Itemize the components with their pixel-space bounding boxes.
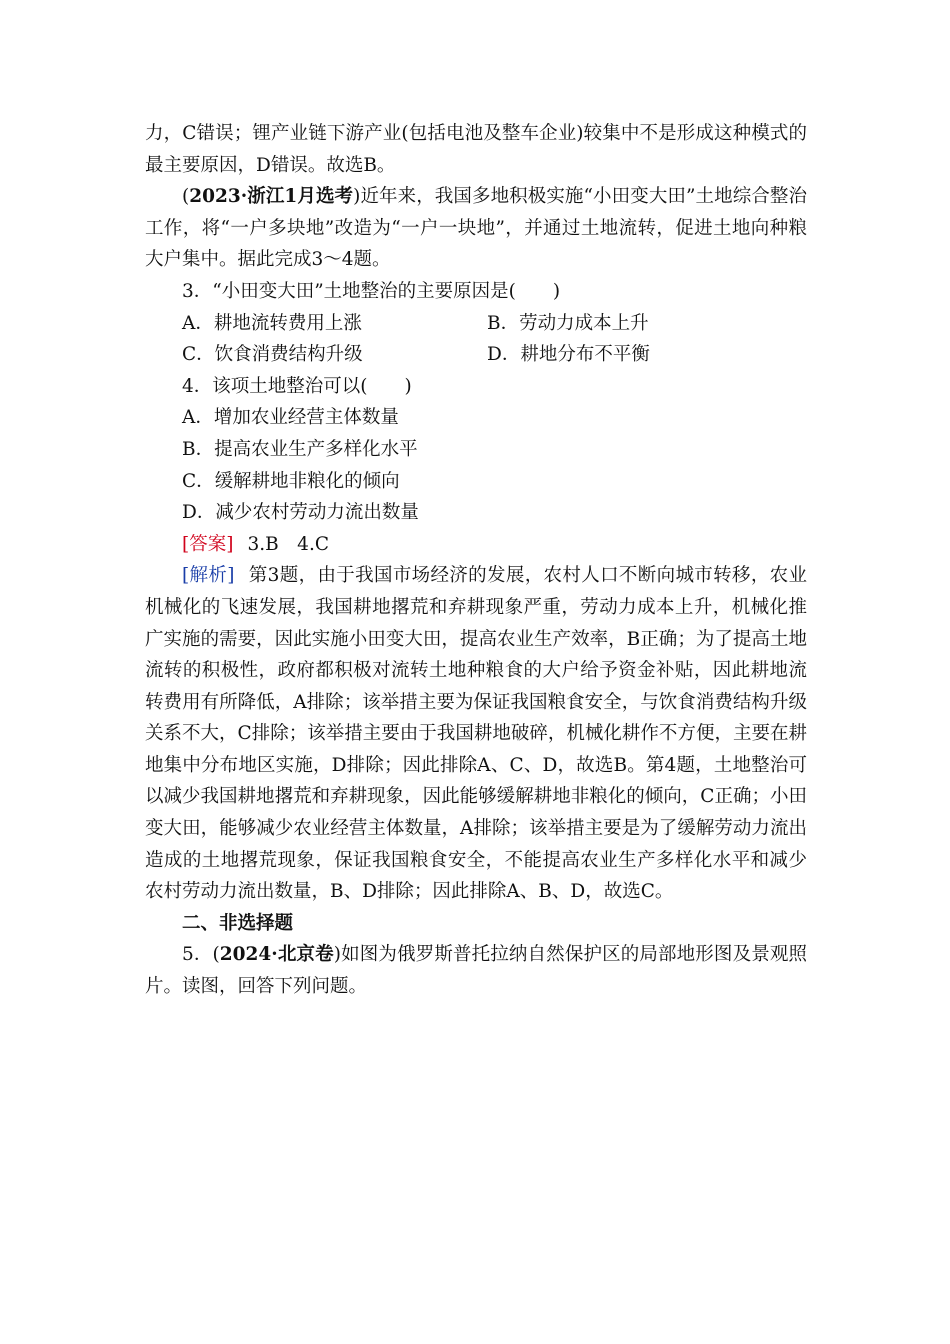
question-5-stem xyxy=(145,939,807,1002)
question-3-option-a: A．耕地流转费用上涨 xyxy=(182,312,362,334)
question-5-number: 5．( xyxy=(182,944,220,966)
question-4-stem: 4．该项土地整治可以( ) xyxy=(182,375,412,397)
analysis-text: 第3题，由于我国市场经济的发展，农村人口不断向城市转移，农业机械化的飞速发展，我国耕地撂荒和弃耕现象严重，劳动力成本上升，机械化推广实施的需要，因此实施小田变大田，提高农业生产效率，B正确；为了提高土地流转的积极性，政府都积极对流转土地种粮食的大户给予资金补贴，因此耕地流转费用有所降低，A排除；该举措主要为保证我国粮食安全，与饮食消费结构升级关系不大，C排除；该举措主要由于我国耕地破碎，机械化耕作不方便，主要在耕地集中分布地区实施，D排除；因此排除A、C、D，故选B。第4题，土地整治可以减少我国耕地撂荒和弃耕现象，因此能够缓解耕地非粮化的倾向，C正确；小田变大田，能够减少农业经营主体数量，A排除；该举措主要是为了缓解劳动力流出造成的土地撂荒现象，保证我国粮食安全，不能提高农业生产多样化水平和减少农村劳动力流出数量，B、D排除；因此排除A、B、D，故选C。 xyxy=(145,565,807,903)
document-content xyxy=(145,118,807,1003)
answer-text: 3.B 4.C xyxy=(247,533,329,555)
section-title: 二、非选择题 xyxy=(182,912,294,934)
question-4-option-a: A．增加农业经营主体数量 xyxy=(182,407,399,429)
question-3-option-b: B．劳动力成本上升 xyxy=(487,312,649,334)
answer-label: [答案] xyxy=(182,533,234,555)
paragraph-previous-analysis-end: 力，C错误；锂产业链下游产业(包括电池及整车企业)较集中不是形成这种模式的最主要原因，D错误。故选B。 xyxy=(145,123,807,176)
analysis-paragraph xyxy=(145,560,807,908)
paren-open: ( xyxy=(182,186,190,208)
question-5-text: )如图为俄罗斯普托拉纳自然保护区的局部地形图及景观照片。读图，回答下列问题。 xyxy=(145,944,807,998)
paragraph-material-intro xyxy=(145,181,807,276)
question-3-stem: 3．“小田变大田”土地整治的主要原因是( ) xyxy=(182,280,561,302)
question-source: 2023·浙江1月选考 xyxy=(189,186,354,208)
question-3-option-d: D．耕地分布不平衡 xyxy=(487,344,650,366)
answer-line xyxy=(145,529,807,561)
question-3-option-c: C．饮食消费结构升级 xyxy=(182,344,363,366)
material-text: )近年来，我国多地积极实施“小田变大田”土地综合整治工作，将“一户多块地”改造为“一户一块地”，并通过土地流转，促进土地向种粮大户集中。据此完成3～4题。 xyxy=(145,186,807,271)
question-3-options-row-2 xyxy=(145,339,807,371)
question-4-option-c: C．缓解耕地非粮化的倾向 xyxy=(182,470,400,492)
question-5-source: 2024·北京卷 xyxy=(219,944,334,966)
question-4-option-b: B．提高农业生产多样化水平 xyxy=(182,438,418,460)
question-4-option-d: D．减少农村劳动力流出数量 xyxy=(182,502,419,524)
question-3-options-row-1 xyxy=(145,308,807,340)
analysis-label: [解析] xyxy=(182,565,235,587)
